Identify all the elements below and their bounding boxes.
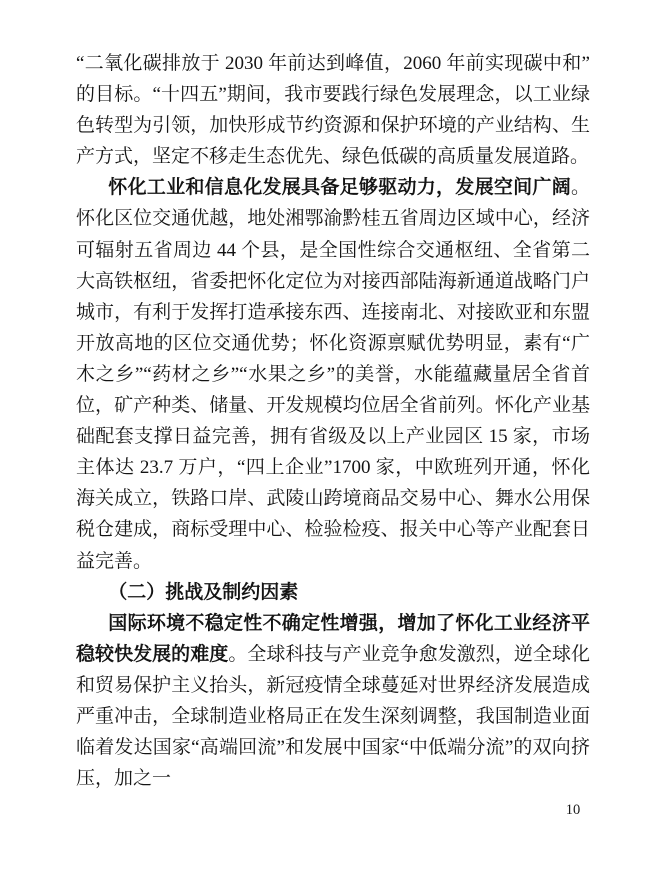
bold-text-run: 国际环境不稳定性不确定性增强，增加了怀化工业经济平稳较快发展的难度 xyxy=(76,612,590,665)
paragraph xyxy=(76,48,590,172)
paragraph xyxy=(76,608,590,795)
bold-text-run: （二）挑战及制约因素 xyxy=(108,581,299,603)
page-number: 10 xyxy=(565,802,581,818)
paragraph xyxy=(76,172,590,576)
text-run: 。全球科技与产业竞争愈发激烈，逆全球化和贸易保护主义抬头，新冠疫情全球蔓延对世界经济发展造成严重冲击，全球制造业格局正在发生深刻调整，我国制造业面临着发达国家“高端回流”和发展中国家“中低端分流”的双向挤压，加之一 xyxy=(76,643,590,790)
document-content xyxy=(76,48,590,794)
section-heading xyxy=(76,577,590,608)
text-run: 。怀化区位交通优越，地处湘鄂渝黔桂五省周边区域中心，经济可辐射五省周边 44 个县，是全国性综合交通枢纽、全省第二大高铁枢纽，省委把怀化定位为对接西部陆海新通道战略门户城市，有利于发挥打造承接东西、连接南北、对接欧亚和东盟开放高地的区位交通优势；怀化资源禀赋优势明显，素有“广木之乡”“药材之乡”“水果之乡”的美誉，水能蕴藏量居全省首位，矿产种类、储量、开发规模均位居全省前列。怀化产业基础配套支撑日益完善，拥有省级及以上产业园区 15 家，市场主体达 23.7 万户，“四上企业”1700 家，中欧班列开通，怀化海关成立，铁路口岸、武陵山跨境商品交易中心、舞水公用保税仓建成，商标受理中心、检验检疫、报关中心等产业配套日益完善。 xyxy=(76,177,590,572)
bold-text-run: 怀化工业和信息化发展具备足够驱动力，发展空间广阔 xyxy=(108,177,571,199)
text-run: “二氧化碳排放于 2030 年前达到峰值，2060 年前实现碳中和”的目标。“十四五”期间，我市要践行绿色发展理念，以工业绿色转型为引领，加快形成节约资源和保护环境的产业结构、生产方式，坚定不移走生态优先、绿色低碳的高质量发展道路。 xyxy=(76,53,590,168)
